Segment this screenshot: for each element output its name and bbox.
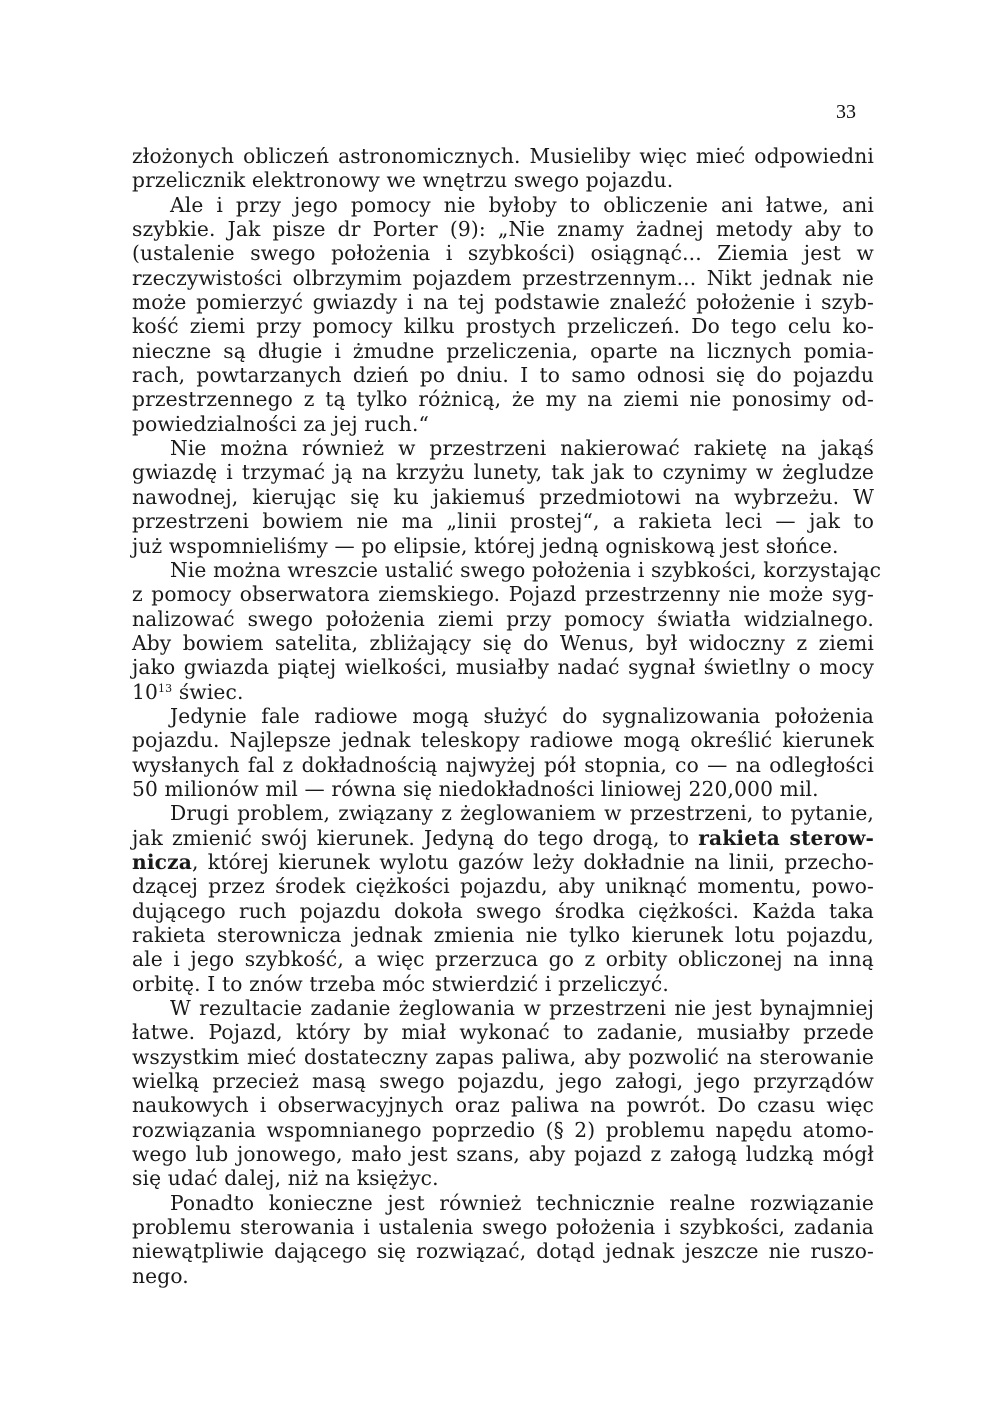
text-line [132, 1215, 874, 1239]
text-line [132, 339, 874, 363]
line-text: 10 [132, 679, 158, 704]
text-line [132, 899, 874, 923]
line-text: z pomocy obserwatora ziemskiego. Pojazd przestrzenny nie może syg- [132, 582, 874, 607]
text-line [132, 241, 874, 265]
text-line [132, 1045, 874, 1069]
line-text: Ponadto konieczne jest również technicznie realne rozwiązanie [170, 1190, 874, 1215]
line-text: Drugi problem, związany z żeglowaniem w przestrzeni, to pytanie, [170, 801, 874, 826]
text-line [132, 728, 874, 752]
text-line [132, 314, 874, 338]
text-line [132, 217, 874, 241]
text-line [132, 1069, 874, 1093]
text-line [132, 534, 874, 558]
line-text: Aby bowiem satelita, zbliżający się do Wenus, był widoczny z ziemi [132, 630, 874, 655]
line-text: Nie można wreszcie ustalić swego położenia i szybkości, korzystając [170, 557, 882, 582]
text-line [132, 826, 874, 850]
text-line [132, 1118, 874, 1142]
text-line [132, 801, 874, 825]
text-line [132, 290, 874, 314]
line-text: gwiazdę i trzymać ją na krzyżu lunety, tak jak to czynimy w żegludze [132, 460, 874, 485]
line-text: przelicznik elektronowy we wnętrzu swego pojazdu. [132, 168, 674, 193]
line-text: się udać dalej, niż na księżyc. [132, 1166, 439, 1191]
line-text: powiedzialności za jej ruch.“ [132, 411, 429, 436]
line-text: łatwe. Pojazd, który by miał wykonać to zadanie, musiałby przede [132, 1020, 874, 1045]
line-text: , której kierunek wylotu gazów leży dokładnie na linii, przecho- [191, 849, 874, 874]
text-line [132, 557, 882, 582]
text-line [132, 168, 874, 192]
text-line [132, 266, 874, 290]
line-text: może pomierzyć gwiazdy i na tej podstawie znaleźć położenie i szyb- [132, 290, 874, 315]
text-line [132, 753, 874, 777]
text-line [132, 460, 874, 484]
text-line [132, 777, 874, 801]
text-line [132, 607, 874, 631]
line-text: 50 milionów mil — równa się niedokładności liniowej 220,000 mil. [132, 776, 819, 801]
line-text: niewątpliwie dającego się rozwiązać, dotąd jednak jeszcze nie ruszo- [132, 1239, 874, 1264]
line-text: pojazdu. Najlepsze jednak teleskopy radiowe mogą określić kierunek [132, 728, 874, 753]
bold-term: rakieta sterow- [698, 825, 875, 850]
line-text: przestrzennego z tą tylko różnicą, że my na ziemi nie ponosimy od- [132, 387, 874, 412]
text-line [132, 144, 874, 168]
line-text: przestrzeni bowiem nie ma „linii prostej“, a rakieta leci — jak to [132, 509, 874, 534]
text-line [132, 680, 874, 704]
line-text: rach, powtarzanych dzień po dniu. I to samo odnosi się do pojazdu [132, 363, 874, 388]
line-text: dzącej przez środek ciężkości pojazdu, aby uniknąć momentu, powo- [132, 874, 874, 899]
line-text: już wspomnieliśmy — po elipsie, której jedną ogniskową jest słońce. [132, 533, 839, 558]
line-text: dującego ruch pojazdu dokoła swego środka ciężkości. Każda taka [132, 898, 874, 923]
text-line [132, 923, 874, 947]
line-text: Ale i przy jego pomocy nie byłoby to obliczenie ani łatwe, ani [170, 192, 874, 217]
text-line [132, 1093, 874, 1117]
line-text: jako gwiazda piątej wielkości, musiałby nadać sygnał świetlny o mocy [132, 655, 874, 680]
text-line [132, 1166, 874, 1190]
text-line [132, 412, 874, 436]
text-line [132, 972, 874, 996]
bold-term: nicza [132, 849, 192, 874]
text-line [132, 874, 874, 898]
line-text: rzeczywistości olbrzymim pojazdem przestrzennym... Nikt jednak nie [132, 265, 874, 290]
line-text: jak zmienić swój kierunek. Jedyną do tego drogą, to [132, 825, 699, 850]
line-text: nego. [132, 1263, 189, 1288]
text-line [132, 193, 874, 217]
text-line [132, 1142, 874, 1166]
line-text: orbitę. I to znów trzeba móc stwierdzić i przeliczyć. [132, 971, 669, 996]
line-text: nalizować swego położenia ziemi przy pomocy światła widzialnego. [132, 606, 874, 631]
text-line [132, 631, 874, 655]
line-text: Nie można również w przestrzeni nakierować rakietę na jakąś [170, 436, 874, 461]
line-text: rozwiązania wspomnianego poprzedio (§ 2) problemu napędu atomo- [132, 1117, 874, 1142]
line-text: W rezultacie zadanie żeglowania w przestrzeni nie jest bynajmniej [170, 996, 874, 1021]
text-line [132, 947, 874, 971]
line-text: kość ziemi przy pomocy kilku prostych przeliczeń. Do tego celu ko- [132, 314, 874, 339]
text-line [132, 850, 874, 874]
line-text: Jedynie fale radiowe mogą służyć do sygnalizowania położenia [170, 703, 874, 728]
text-line [132, 1020, 874, 1044]
superscript-exponent: 13 [158, 681, 173, 695]
line-text: wego lub jonowego, mało jest szans, aby pojazd z załogą ludzką mógł [132, 1142, 874, 1167]
line-text: (ustalenie swego położenia i szybkości) osiągnąć... Ziemia jest w [132, 241, 874, 266]
text-line [132, 1191, 874, 1215]
line-text: szybkie. Jak pisze dr Porter (9): „Nie znamy żadnej metody aby to [132, 217, 874, 242]
text-line [132, 996, 874, 1020]
text-line [132, 436, 874, 460]
line-text: wszystkim mieć dostateczny zapas paliwa, aby pozwolić na sterowanie [132, 1044, 874, 1069]
line-text: rakieta sterownicza jednak zmienia nie tylko kierunek lotu pojazdu, [132, 923, 874, 947]
line-text: naukowych i obserwacyjnych oraz paliwa na powrót. Do czasu więc [132, 1093, 874, 1118]
text-line [132, 387, 874, 411]
line-text: wysłanych fal z dokładnością najwyżej pół stopnia, co — na odległości [132, 752, 874, 777]
text-line [132, 1239, 874, 1263]
text-line [132, 655, 874, 679]
body-text [132, 144, 882, 1288]
line-text: wielką przecież masą swego pojazdu, jego załogi, jego przyrządów [132, 1069, 874, 1094]
text-line [132, 582, 874, 606]
line-text: ale i jego szybkość, a więc przerzuca go z orbity obliczonej na inną [132, 947, 874, 972]
line-text: problemu sterowania i ustalenia swego położenia i szybkości, zadania [132, 1215, 874, 1240]
text-line [132, 363, 874, 387]
page-number: 33 [836, 101, 856, 123]
text-line [132, 485, 874, 509]
text-line [132, 509, 874, 533]
line-text: nawodnej, kierując się ku jakiemuś przedmiotowi na wybrzeżu. W [132, 484, 874, 509]
line-text: złożonych obliczeń astronomicznych. Musieliby więc mieć odpowiedni [132, 144, 874, 168]
line-text: świec. [172, 679, 244, 704]
text-line [132, 704, 874, 728]
line-text: nieczne są długie i żmudne przeliczenia, oparte na licznych pomia- [132, 338, 874, 363]
text-line [132, 1264, 874, 1288]
